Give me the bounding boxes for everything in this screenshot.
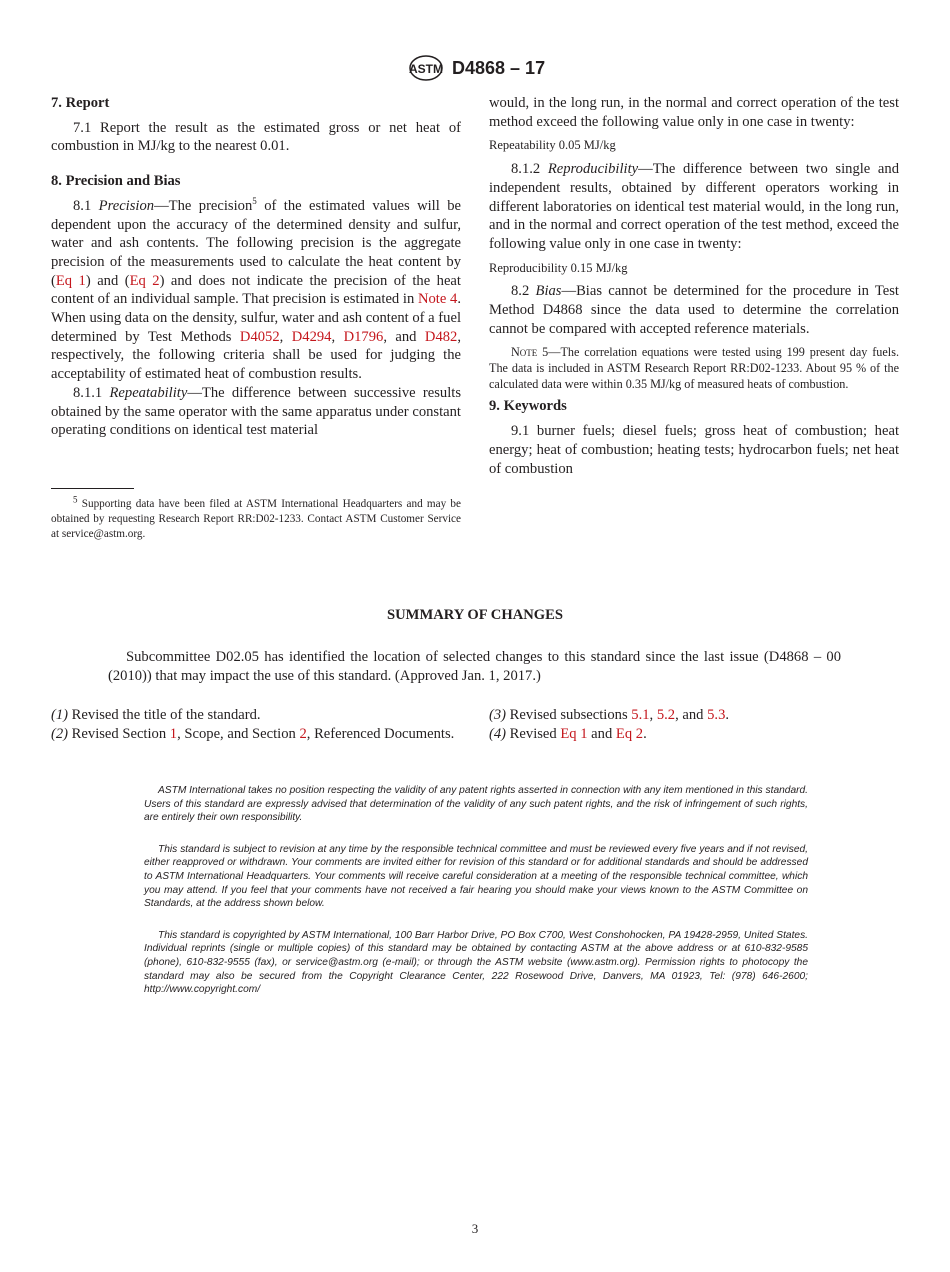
term: Reproducibility xyxy=(547,161,639,178)
page-header xyxy=(408,54,545,82)
term: Repeatability xyxy=(109,384,188,401)
text: —The difference between two single and independent results, obtained by different operators working in different laboratories on identical test material would, in the long run, and in the normal and correct operation of the test method, exceed the following value only in one case in twenty: xyxy=(489,161,900,252)
repeatability-value: Repeatability 0.05 MJ/kg xyxy=(489,138,616,153)
footnote-divider xyxy=(51,488,134,489)
changes-right xyxy=(489,706,899,743)
changes-left xyxy=(51,706,461,743)
footnote-ref[interactable]: 5 xyxy=(252,195,257,206)
change-3 xyxy=(489,706,899,725)
note-5 xyxy=(489,344,899,392)
item-number: (4) xyxy=(489,725,507,742)
link-eq-2[interactable]: Eq 2 xyxy=(129,272,160,289)
copyright-notice: This standard is copyrighted by ASTM International, 100 Barr Harbor Drive, PO Box C700, West Conshohocken, PA 19428-2959, United States. Individual reprints (single or multiple copies) of this standard may be obtained by contacting ASTM at the above address or at 610-832-9585 (phone), 610-832-9555 (fax), or service@astm.org (e-mail); or through the ASTM website (www.astm.org). Permission rights to photocopy the standard may also be secured from the Copyright Clearance Center, 222 Rosewood Drive, Danvers, MA 01923, Tel: (978) 646-2600; http://www.copyright.com/ xyxy=(144,929,808,996)
text: —The difference between successive results obtained by the same operator with the same apparatus under constant operating conditions on identical test material xyxy=(51,384,461,439)
legal-notices xyxy=(144,784,808,1015)
text: , Scope, and Section xyxy=(177,725,300,742)
change-2 xyxy=(51,725,461,744)
left-column xyxy=(51,94,461,440)
text: , respectively, the following criteria shall be used for judging the acceptability of estimated heat of combustion results. xyxy=(51,328,462,383)
term: Precision xyxy=(98,197,155,214)
paragraph-8-1-1 xyxy=(51,384,461,440)
text: , xyxy=(331,328,344,345)
patent-notice: ASTM International takes no position respecting the validity of any patent rights asserted in connection with any item mentioned in this standard. Users of this standard are expressly advised that determination of the validity of any such patent rights, and the risk of infringement of such rights, are entirely their own responsibility. xyxy=(144,785,808,824)
text: , and xyxy=(675,707,708,723)
right-column xyxy=(489,94,899,478)
text: ) and does not indicate the precision of the heat content of an individual sample. That precision is estimated in xyxy=(51,272,461,308)
footnote-5 xyxy=(51,494,461,542)
text: Revised subsections xyxy=(506,707,632,723)
summary-title: SUMMARY OF CHANGES xyxy=(387,607,563,623)
text: Revised the title of the standard. xyxy=(68,707,261,723)
paragraph-8-1 xyxy=(51,197,461,384)
section-7-heading: 7. Report xyxy=(51,95,110,111)
text: 5—The correlation equations were tested using 199 present day fuels. The data is included in ASTM Research Report RR:D02-1233. About 95 % of the calculated data were within 0.35 MJ/kg of measured heats of combustion. xyxy=(489,345,899,392)
link-eq-2[interactable]: Eq 2 xyxy=(615,725,644,742)
item-number: (3) xyxy=(489,707,507,723)
term: Bias xyxy=(535,283,562,300)
text: ) and ( xyxy=(85,272,130,289)
text: 8.1.2 xyxy=(511,161,548,178)
designation: D4868 – 17 xyxy=(452,57,546,78)
paragraph-8-1-2 xyxy=(489,160,899,254)
text: of the estimated values will be dependent upon the accuracy of the determined density and sulfur, water and ash contents. The following precision is the aggregate precision of the measurements used to calculate the heat content by ( xyxy=(51,197,461,289)
link-d1796[interactable]: D1796 xyxy=(343,328,384,345)
link-section-2[interactable]: 2 xyxy=(299,725,307,742)
text: Revised xyxy=(506,725,561,742)
paragraph-9-1: 9.1 burner fuels; diesel fuels; gross heat of combustion; heat energy; heat of combustion; heating tests; hydrocarbon fuels; net heat of combustion xyxy=(489,423,899,477)
text: . When using data on the density, sulfur, water and ash content of a fuel determined by Test Methods xyxy=(51,291,461,345)
page-number: 3 xyxy=(471,1221,479,1236)
text: 8.2 xyxy=(511,283,536,300)
item-number: (1) xyxy=(51,707,69,723)
astm-logo-icon xyxy=(408,54,444,82)
link-5-1[interactable]: 5.1 xyxy=(631,707,650,723)
revision-notice: This standard is subject to revision at any time by the responsible technical committee and must be reviewed every five years and if not revised, either reapproved or withdrawn. Your comments are invited either for revision of this standard or for additional standards and should be addressed to ASTM International Headquarters. Your comments will receive careful consideration at a meeting of the responsible technical committee, which you may attend. If you feel that your comments have not received a fair hearing you should make your views known to the ASTM Committee on Standards, at the address shown below. xyxy=(144,843,808,910)
text: . xyxy=(643,725,647,742)
footnote-text: Supporting data have been filed at ASTM International Headquarters and may be obtained by requesting Research Report RR:D02-1233. Contact ASTM Customer Service at service@astm.org. xyxy=(51,498,461,540)
text: , xyxy=(279,328,292,345)
change-4 xyxy=(489,725,899,744)
text: and xyxy=(587,725,616,742)
paragraph-7-1: 7.1 Report the result as the estimated gross or net heat of combustion in MJ/kg to the nearest 0.01. xyxy=(51,119,461,155)
paragraph-8-2 xyxy=(489,282,899,338)
link-d4294[interactable]: D4294 xyxy=(291,328,332,345)
item-number: (2) xyxy=(51,725,69,742)
link-section-1[interactable]: 1 xyxy=(169,725,178,742)
footnote-number: 5 xyxy=(73,494,78,505)
link-eq-1[interactable]: Eq 1 xyxy=(560,725,588,742)
text: —The precision xyxy=(154,197,253,214)
summary-intro: Subcommittee D02.05 has identified the location of selected changes to this standard since the last issue (D4868 – 00 (2010)) that may impact the use of this standard. (Approved Jan. 1, 2017.) xyxy=(108,649,841,684)
link-5-2[interactable]: 5.2 xyxy=(656,707,676,723)
text: , and xyxy=(383,328,425,345)
paragraph-continued: would, in the long run, in the normal and correct operation of the test method exceed the following value only in one case in twenty: xyxy=(489,95,899,130)
link-d4052[interactable]: D4052 xyxy=(239,328,280,345)
astm-logo-text: ASTM xyxy=(409,62,443,76)
link-d482[interactable]: D482 xyxy=(424,328,458,345)
note-label: Note xyxy=(511,345,538,360)
section-8-heading: 8. Precision and Bias xyxy=(51,173,181,190)
text: 8.1.1 xyxy=(73,384,110,401)
text: —Bias cannot be determined for the procedure in Test Method D4868 since the data used to determine the correlation cannot be compared with accepted reference materials. xyxy=(489,283,899,337)
text: , Referenced Documents. xyxy=(306,725,455,742)
text: . xyxy=(725,707,730,723)
reproducibility-value: Reproducibility 0.15 MJ/kg xyxy=(489,260,628,275)
text: Revised Section xyxy=(68,725,170,742)
text: 8.1 xyxy=(73,197,99,214)
text: , xyxy=(649,707,657,723)
change-1 xyxy=(51,706,461,725)
link-5-3[interactable]: 5.3 xyxy=(707,707,726,723)
section-9-heading: 9. Keywords xyxy=(489,398,567,415)
link-note-4[interactable]: Note 4 xyxy=(417,291,458,308)
link-eq-1[interactable]: Eq 1 xyxy=(55,272,86,289)
